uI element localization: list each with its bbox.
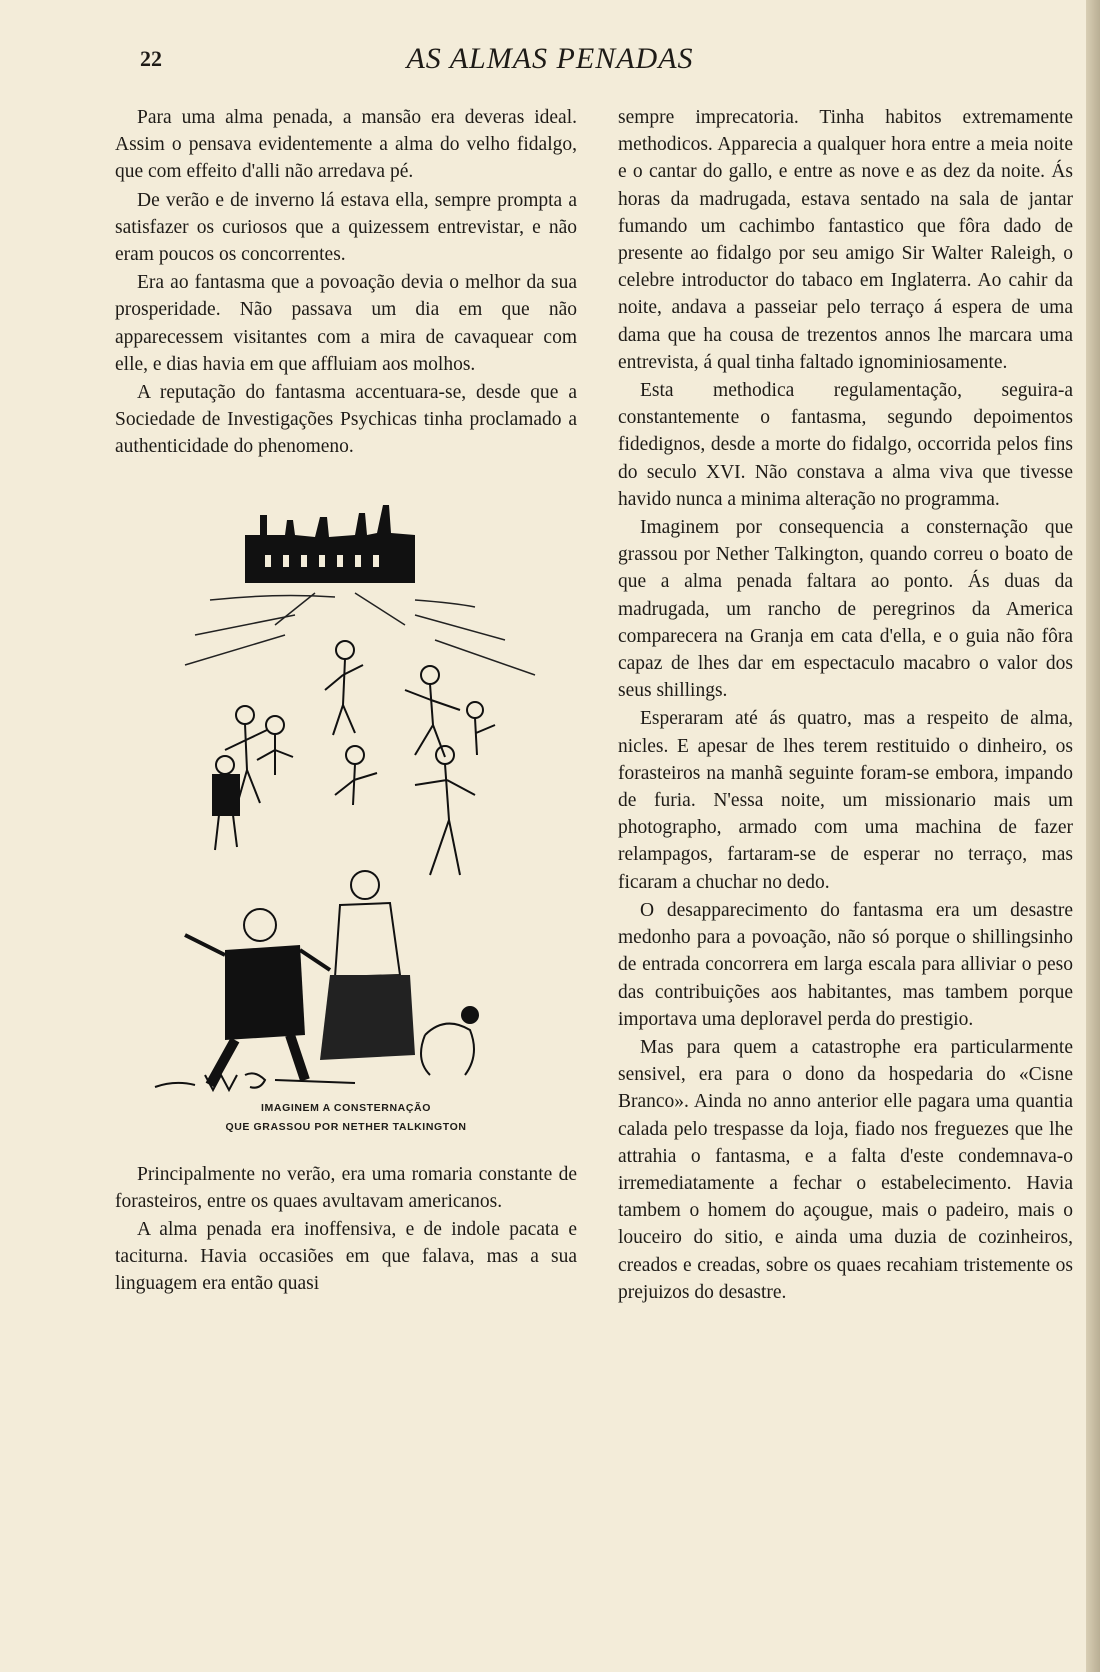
manor-silhouette-icon bbox=[245, 505, 415, 583]
paragraph: sempre imprecatoria. Tinha habitos extremamente methodicos. Apparecia a qualquer hora entre a meia noite e o cantar do gallo, e entre as nove e as dez da noite. Ás horas da madrugada, estava sentado na sala de jantar fumando um cachimbo fantastico que fôra dado de presente ao fidalgo por seu amigo Sir Walter Raleigh, o celebre introductor do tabaco em Inglaterra. Ao cahir da noite, andava a passeiar pelo terraço á espera de uma dama que ha cousa de trezentos annos lhe marcara uma entrevista, á qual tinha faltado ignominiosamente. bbox=[618, 107, 1073, 373]
page-edge bbox=[1086, 0, 1100, 1672]
caption-line: IMAGINEM A CONSTERNAÇÃO bbox=[261, 1101, 431, 1114]
illustration bbox=[115, 475, 577, 1095]
caption-line: QUE GRASSOU POR NETHER TALKINGTON bbox=[225, 1120, 467, 1133]
ground-lines-icon bbox=[185, 593, 535, 675]
paragraph: Imaginem por consequencia a consternação que grassou por Nether Talkington, quando correu o boato de que a alma penada faltara ao ponto. Ás duas da madrugada, um rancho de peregrinos da America comparecera na Granja em cata d'ella, e o guia não fôra capaz de lhes dar em espectaculo macabro o valor dos seus shillings. bbox=[618, 517, 1073, 702]
illustration-caption bbox=[115, 1099, 577, 1137]
page-header bbox=[0, 42, 1100, 82]
dog-icon bbox=[421, 1007, 478, 1075]
ghost-crowd-illustration-icon bbox=[115, 475, 577, 1095]
left-column bbox=[115, 104, 577, 1298]
artist-signature-icon bbox=[155, 1073, 355, 1090]
running-title: AS ALMAS PENADAS bbox=[406, 42, 694, 75]
paragraph: A reputação do fantasma accentuara-se, desde que a Sociedade de Investigações Psychicas tinha proclamado a authenticidade do phenomeno. bbox=[115, 382, 577, 458]
paragraph: O desapparecimento do fantasma era um desastre medonho para a povoação, não só porque o shillingsinho de entrada concorrera em larga escala para alliviar o peso das contribuições aos habitantes, mas tambem porque importava uma deploravel perda do prestigio. bbox=[618, 899, 1073, 1030]
page-number: 22 bbox=[140, 46, 162, 71]
paragraph: Esperaram até ás quatro, mas a respeito de alma, nicles. E apesar de lhes terem restituido o dinheiro, os forasteiros na manhã seguinte foram-se embora, impando de furia. N'essa noite, um missionario mais um photographo, armado com uma machina de fazer relampagos, fartaram-se de esperar no terraço, mas ficaram a chuchar no dedo. bbox=[618, 708, 1073, 893]
paragraph: Principalmente no verão, era uma romaria constante de forasteiros, entre os quaes avultavam americanos. bbox=[115, 1163, 577, 1212]
foreground-couple-icon bbox=[185, 871, 415, 1085]
paragraph: A alma penada era inoffensiva, e de indole pacata e taciturna. Havia occasiões em que falava, mas a sua linguagem era então quasi bbox=[115, 1219, 577, 1295]
right-column bbox=[618, 104, 1073, 1306]
paragraph: Esta methodica regulamentação, seguira-a constantemente o fantasma, segundo depoimentos fidedignos, desde a morte do fidalgo, occorrida pelos fins do seculo XVI. Não constava a alma viva que tivesse havido nunca a minima alteração no programma. bbox=[618, 380, 1073, 510]
paragraph: Para uma alma penada, a mansão era deveras ideal. Assim o pensava evidentemente a alma do velho fidalgo, que com effeito d'alli não arredava pé. bbox=[115, 107, 577, 183]
crowd-figures-icon bbox=[213, 641, 495, 875]
paragraph: De verão e de inverno lá estava ella, sempre prompta a satisfazer os curiosos que a quizessem entrevistar, e não eram poucos os concorrentes. bbox=[115, 189, 577, 266]
paragraph: Mas para quem a catastrophe era particularmente sensivel, era para o dono da hospedaria do «Cisne Branco». Ainda no anno anterior elle pagara uma quantia calada pelo trespasse da loja, fiado nos freguezes que lhe attrahia o fantasma, e a falta d'este condemnava-o irremediatamente a fechar o estabelecimento. Havia tambem o homem do açougue, mais o padeiro, mais o louceiro do sitio, e ainda uma duzia de cozinheiros, creados e creadas, sobre os quaes recahiam tristemente os prejuizos do desastre. bbox=[618, 1036, 1073, 1303]
paragraph: Era ao fantasma que a povoação devia o melhor da sua prosperidade. Não passava um dia em que não apparecessem visitantes com a mira de cavaquear com elle, e dias havia em que affluiam aos molhos. bbox=[115, 272, 577, 375]
